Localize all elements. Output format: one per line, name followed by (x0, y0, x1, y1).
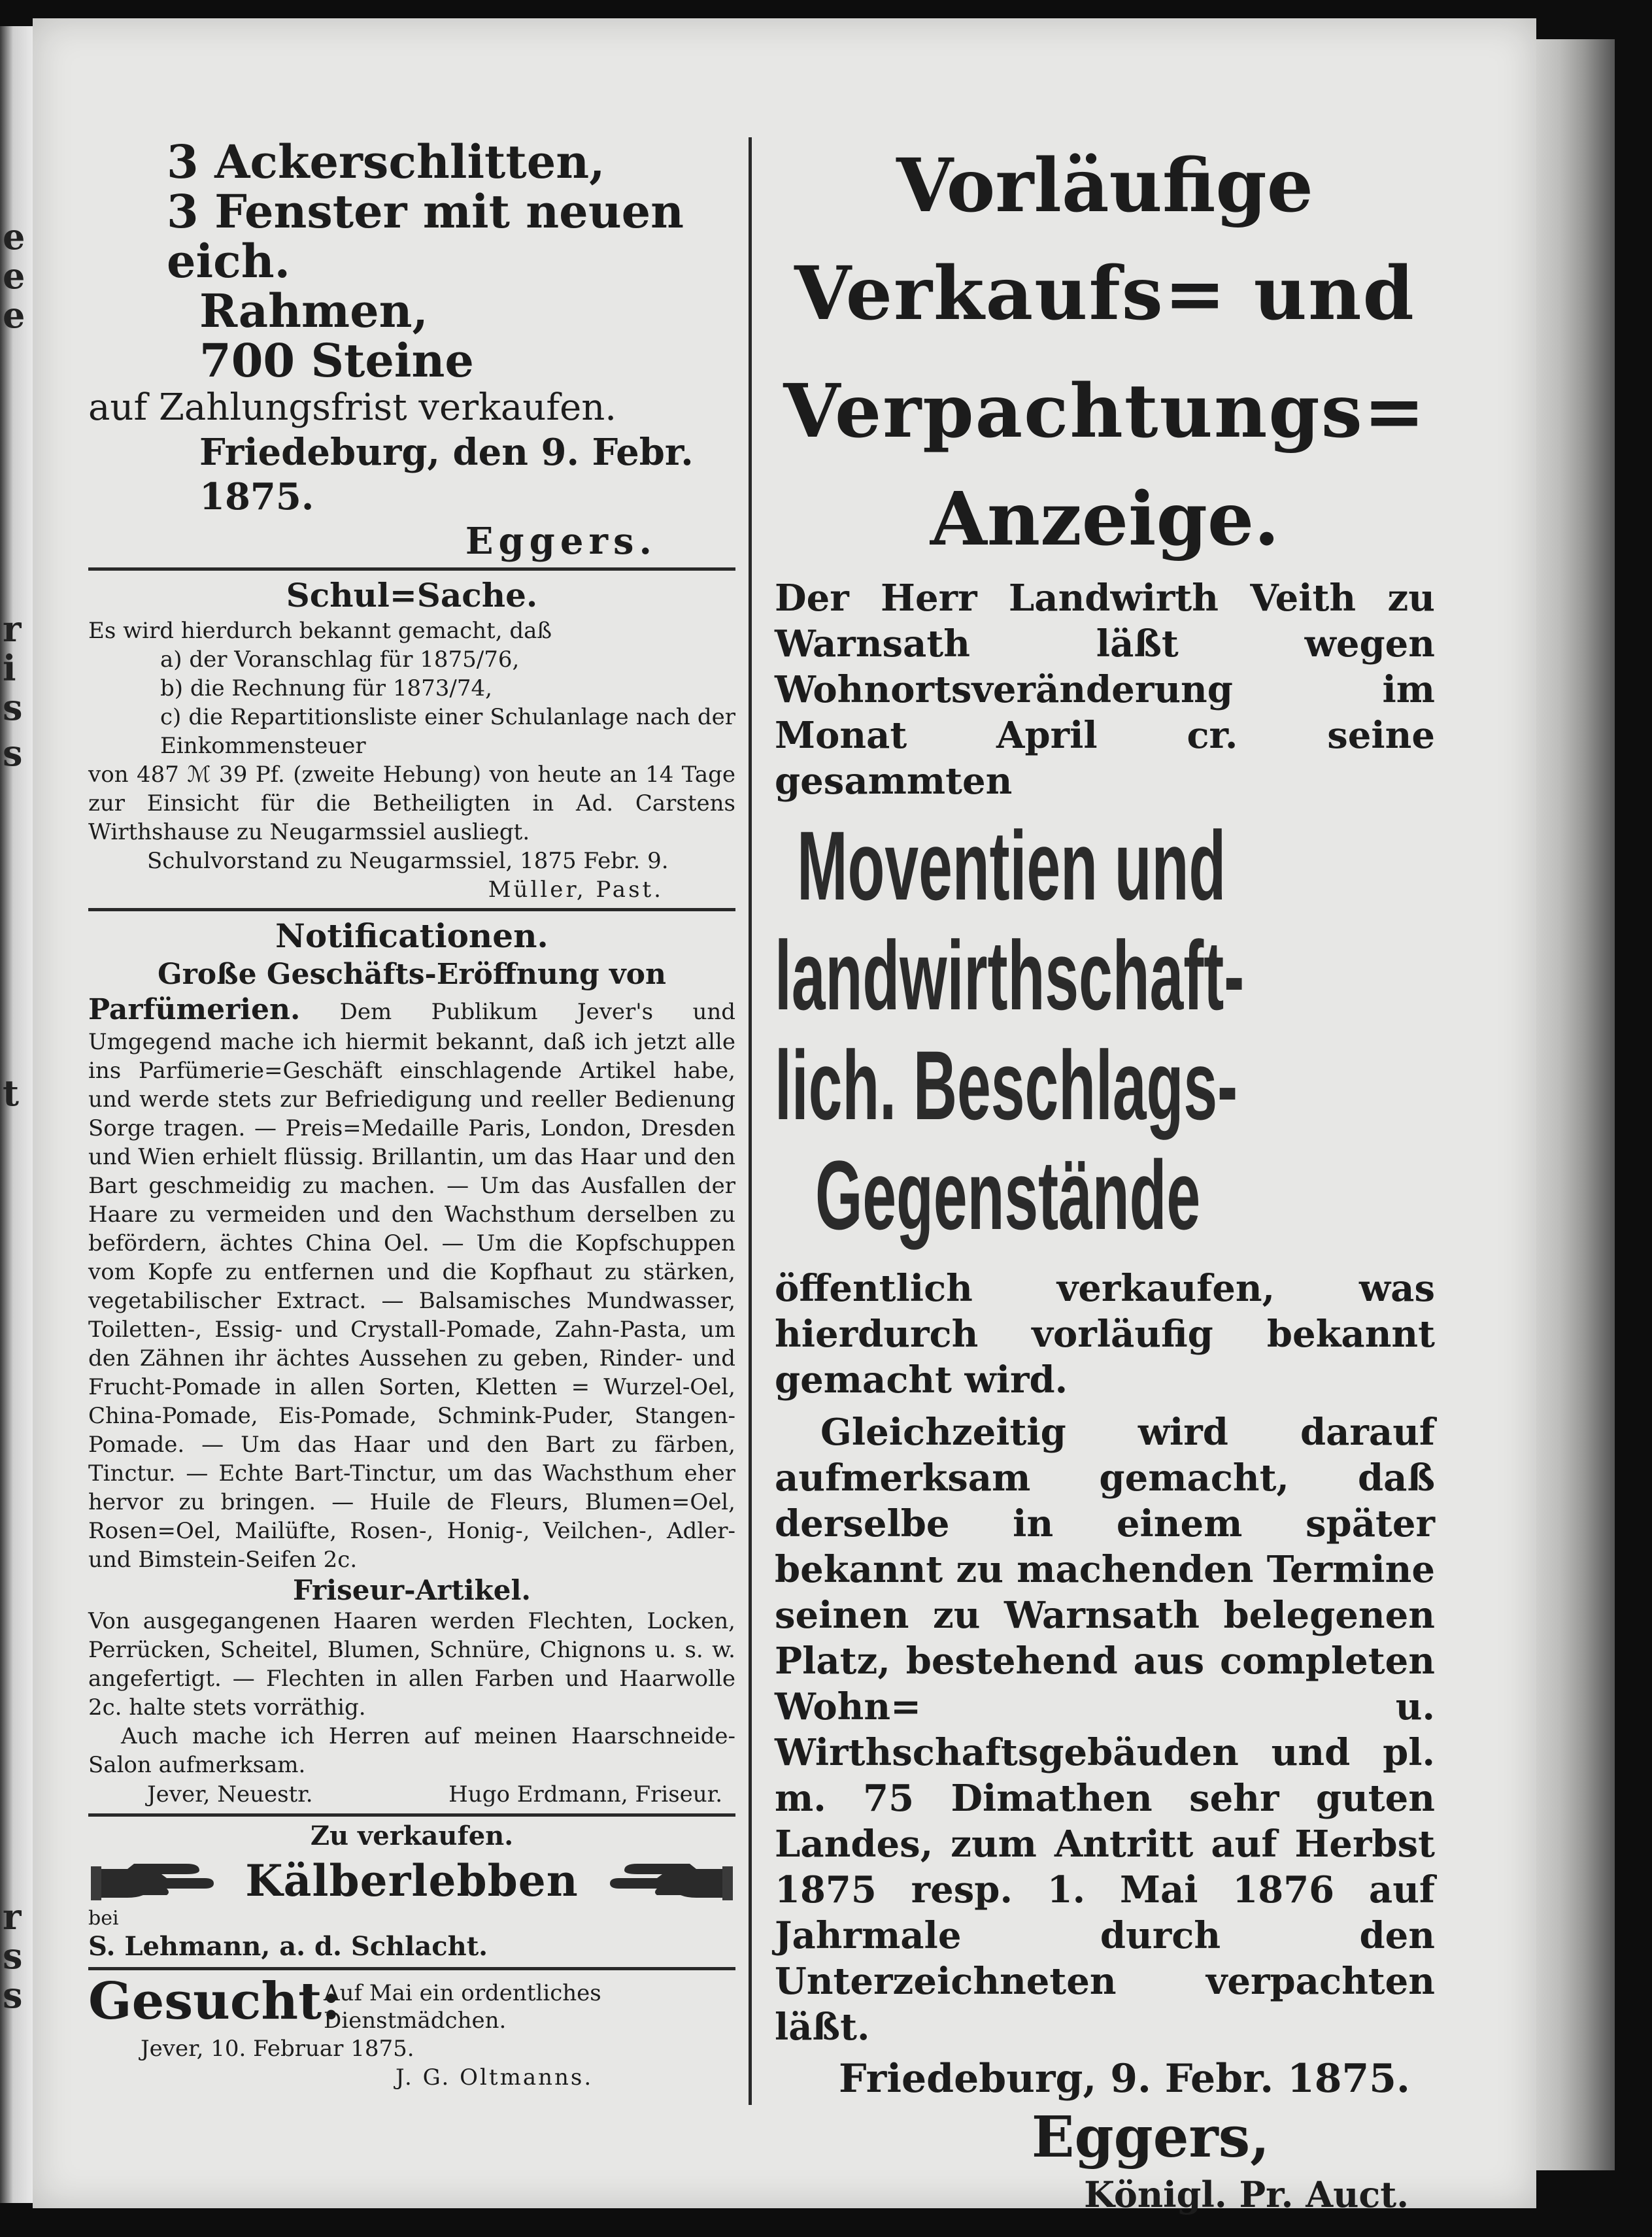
ad3-place: Jever, Neuestr. (147, 1781, 313, 1808)
spine-char: s (3, 1974, 23, 2016)
ad4-seller: S. Lehmann, a. d. Schlacht. (88, 1931, 488, 1962)
ad2-place-date: Schulvorstand zu Neugarmssiel, 1875 Febr. 9. (147, 848, 669, 874)
ad5-signature: J. G. Oltmanns. (396, 2064, 594, 2091)
ad3-lead: Parfümerien. (88, 993, 301, 1026)
ad3-friseur-artikel: Friseur-Artikel. (292, 1574, 531, 1606)
right-display-landwirthschaft: landwirthschaft- (775, 920, 1245, 1030)
ad1-line5: auf Zahlungsfrist verkaufen. (88, 386, 617, 429)
pointing-hand-left-icon (605, 1855, 735, 1907)
divider-rule (88, 908, 735, 911)
right-intro: Der Herr Landwirth Veith zu Warnsath läßt wegen Wohnortsveränderung im Monat April cr. seine gesammten (775, 577, 1435, 803)
spine-char: s (3, 686, 23, 728)
spine-char: t (3, 1072, 19, 1114)
ad4-product: Kälberlebben (245, 1855, 579, 1906)
spine-char: r (3, 1896, 22, 1938)
ad2-title: Schul=Sache. (286, 576, 538, 614)
ad1-line2: 3 Fenster mit neuen eich. (167, 184, 684, 288)
ad-kaelberlebben (88, 1821, 735, 1963)
page-edge-stack (1536, 39, 1615, 2170)
divider-rule (88, 1813, 735, 1817)
left-column (88, 137, 735, 2092)
ad5-title: Gesucht: (88, 1972, 341, 2031)
ad3-title: Notificationen. (275, 917, 548, 955)
spine-char: s (3, 1935, 23, 1977)
spine-char: r (3, 608, 22, 650)
ad3-signature: Hugo Erdmann, Friseur. (448, 1781, 722, 1808)
right-display-gegenstaende: Gegenstände (815, 1140, 1201, 1250)
spine-char: i (3, 647, 16, 689)
ad2-item-b: b) die Rechnung für 1873/74, (160, 675, 492, 701)
ad-gesucht (88, 1974, 735, 2092)
right-title-anzeige: Anzeige. (930, 477, 1280, 562)
column-divider (749, 137, 752, 2105)
ad5-place-date: Jever, 10. Februar 1875. (141, 2036, 414, 2062)
ad-schul-sache (88, 575, 735, 904)
right-display-moventien: Moventien und (797, 811, 1226, 920)
ad2-intro: Es wird hierdurch bekannt gemacht, daß (88, 618, 552, 644)
ad2-item-c: c) die Repartitionsliste einer Schulanlage nach der Einkommensteuer (160, 704, 735, 759)
right-display-beschlags: lich. Beschlags- (775, 1030, 1238, 1140)
ad3-body3: Auch mache ich Herren auf meinen Haarschneide-Salon aufmerksam. (88, 1723, 735, 1778)
ad4-bei: bei (88, 1907, 119, 1930)
ad3-body: Dem Publikum Jever's und Umgegend mache ich hiermit bekannt, daß ich jetzt alle ins Parfümerie=Geschäft einschlagende Artikel habe, und werde stets zur Befriedigung und reeller Bedienung Sorge tragen. — Preis=Medaille Paris, London, Dresden und Wien erhielt flüssig. Brillantin, um das Haar und den Bart geschmeidig zu machen. — Um das Ausfallen der Haare zu vermeiden und den Wachsthum derselben zu befördern, ächtes China Oel. — Um die Kopfschuppen vom Kopfe zu entfernen und die Kopfhaut zu stärken, vegetabilischer Extract. — Balsamisches Mundwasser, Toiletten-, Essig- und Crystall-Pomade, Zahn-Pasta, um den Zähnen ihr ächtes Aussehen zu geben, Rinder- und Frucht-Pomade in allen Sorten, Kletten = Wurzel-Oel, China-Pomade, Eis-Pomade, Schmink-Puder, Stangen-Pomade. — Um das Haar und den Bart zu färben, Tinctur. — Echte Bart-Tinctur, um das Wachsthum eher hervor zu bringen. — Huile de Fleurs, Blumen=Oel, Rosen=Oel, Mailüfte, Rosen-, Honig-, Veilchen-, Adler- und Bimstein-Seifen 2c. (88, 999, 736, 1573)
ad1-line1: 3 Ackerschlitten, (167, 135, 605, 189)
previous-page-spine (0, 26, 33, 2203)
ad2-signature: Müller, Past. (488, 877, 664, 903)
ad3-subtitle: Große Geschäfts-Eröffnung von (158, 958, 666, 991)
ad1-line3: Rahmen, (199, 284, 428, 338)
spine-char: e (3, 255, 25, 297)
right-body2: Gleichzeitig wird darauf aufmerksam gemacht, daß derselbe in einem später bekannt zu machenden Termine seinen zu Warnsath belegenen Platz, bestehend aus completen Wohn= u. Wirthschaftsgebäuden und pl. m. 75 Dimathen sehr guten Landes, zum Antritt auf Herbst 1875 resp. 1. Mai 1876 auf Jahrmale durch den Unterzeichneten verpachten läßt. (775, 1411, 1435, 2049)
spine-char: e (3, 294, 25, 336)
right-signature-title: Königl. Pr. Auct. (1084, 2174, 1409, 2215)
right-column (775, 137, 1435, 2217)
ad1-line4: 700 Steine (199, 333, 474, 388)
spine-char: s (3, 732, 23, 774)
ad4-heading: Zu verkaufen. (310, 1821, 514, 1851)
ad3-body2: Von ausgegangenen Haaren werden Flechten, Locken, Perrücken, Scheitel, Blumen, Schnüre, Chignons u. s. w. angefertigt. — Flechten in allen Farben und Haarwolle 2c. halte stets vorräthig. (88, 1608, 735, 1721)
right-place-date: Friedeburg, 9. Febr. 1875. (839, 2056, 1410, 2102)
ad1-signature: Eggers. (465, 520, 657, 563)
ad1-line6: Friedeburg, den 9. Febr. 1875. (199, 431, 694, 518)
right-title-vorlaeufige: Vorläufige (896, 143, 1313, 229)
right-body1: öffentlich verkaufen, was hierdurch vorläufig bekannt gemacht wird. (775, 1267, 1435, 1402)
ad5-text: Auf Mai ein ordentliches Dienstmädchen. (324, 1980, 601, 2034)
divider-rule (88, 1967, 735, 1970)
ad-notificationen (88, 915, 735, 1809)
ad2-body: von 487 ℳ 39 Pf. (zweite Hebung) von heute an 14 Tage zur Einsicht für die Betheiligten in Ad. Carstens Wirthshause zu Neugarmssiel ausliegt. (88, 762, 735, 845)
ad-ackerschlitten (88, 137, 735, 563)
ad2-item-a: a) der Voranschlag für 1875/76, (160, 647, 520, 673)
right-signature: Eggers, (1031, 2104, 1270, 2170)
right-title-verkaufs: Verkaufs= und (794, 251, 1415, 337)
spine-char: e (3, 216, 25, 258)
right-title-verpachtungs: Verpachtungs= (783, 369, 1426, 454)
pointing-hand-right-icon (88, 1855, 219, 1907)
divider-rule (88, 567, 735, 571)
